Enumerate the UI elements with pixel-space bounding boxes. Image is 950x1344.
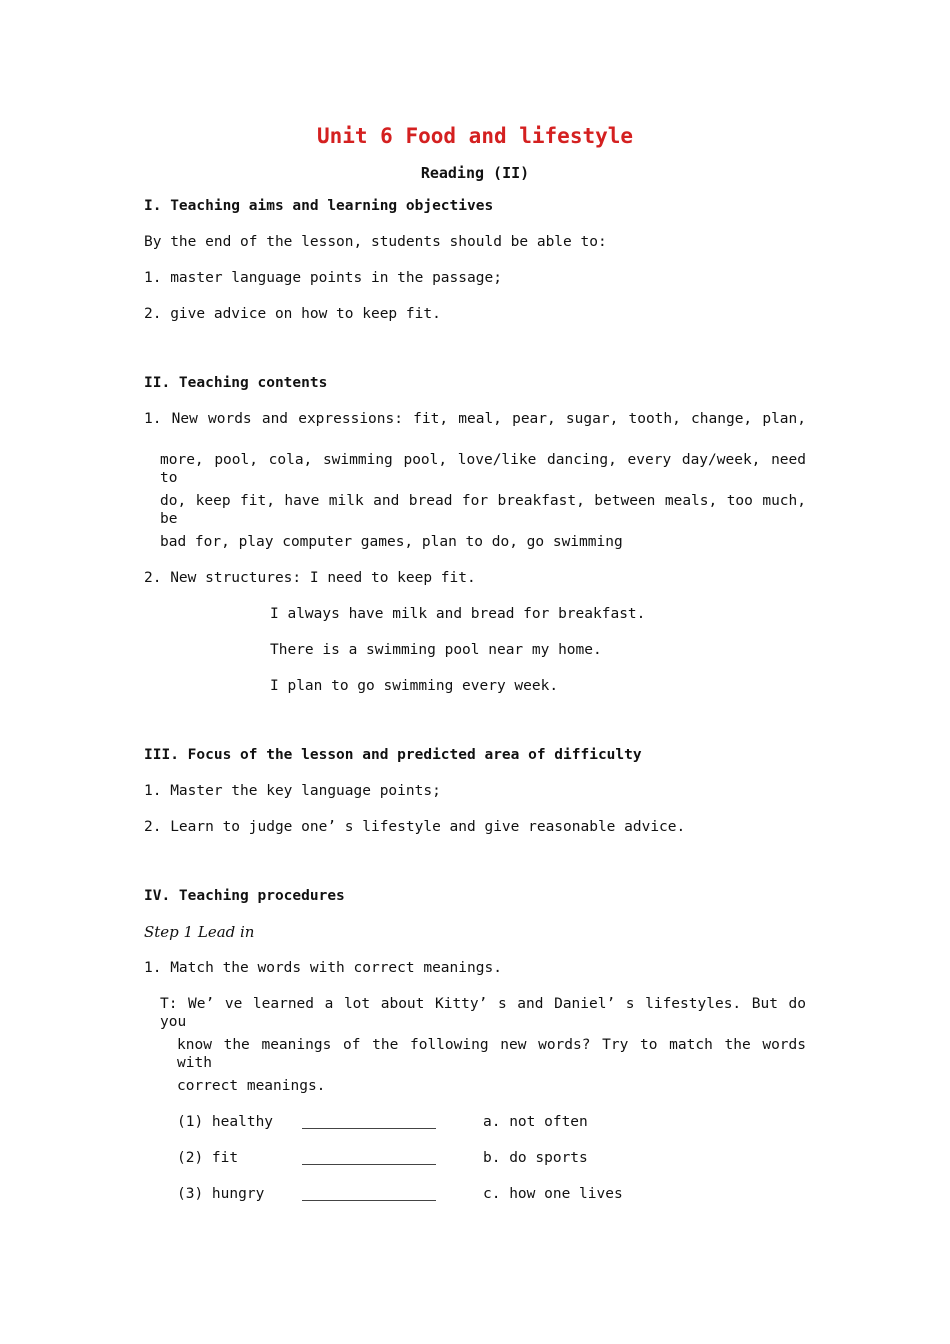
structure-3: I plan to go swimming every week. xyxy=(270,678,559,694)
match-word-2: (2) fit xyxy=(177,1150,239,1166)
section-heading-contents: II. Teaching contents xyxy=(144,375,328,391)
words-line-1: 1. New words and expressions: fit, meal, pear, sugar, tooth, change, plan, xyxy=(144,411,806,427)
section-heading-aims: I. Teaching aims and learning objectives xyxy=(144,198,494,214)
words-line-3: do, keep fit, have milk and bread for breakfast, between meals, too much, be xyxy=(160,493,806,527)
match-meaning-3: c. how one lives xyxy=(483,1186,623,1202)
aims-item-1: 1. master language points in the passage; xyxy=(144,270,502,286)
match-blank-1[interactable] xyxy=(302,1114,436,1134)
focus-item-1: 1. Master the key language points; xyxy=(144,783,441,799)
teacher-line-3: correct meanings. xyxy=(177,1078,326,1094)
task-line: 1. Match the words with correct meanings. xyxy=(144,960,502,976)
section-heading-focus: III. Focus of the lesson and predicted area of difficulty xyxy=(144,747,642,763)
section-heading-procedures: IV. Teaching procedures xyxy=(144,888,345,904)
aims-item-2: 2. give advice on how to keep fit. xyxy=(144,306,441,322)
teacher-line-2: know the meanings of the following new words? Try to match the words with xyxy=(177,1037,806,1071)
structure-1: I always have milk and bread for breakfast. xyxy=(270,606,646,622)
structure-2: There is a swimming pool near my home. xyxy=(270,642,602,658)
step-title: Step 1 Lead in xyxy=(144,923,255,941)
teacher-line-1: T: We’ ve learned a lot about Kitty’ s and Daniel’ s lifestyles. But do you xyxy=(160,996,806,1030)
page-title: Unit 6 Food and lifestyle xyxy=(316,124,634,148)
match-blank-3[interactable] xyxy=(302,1186,436,1206)
match-meaning-2: b. do sports xyxy=(483,1150,588,1166)
match-blank-2[interactable] xyxy=(302,1150,436,1170)
match-word-3: (3) hungry xyxy=(177,1186,265,1202)
match-meaning-1: a. not often xyxy=(483,1114,588,1130)
aims-intro: By the end of the lesson, students should be able to: xyxy=(144,234,607,250)
structures-label: 2. New structures: I need to keep fit. xyxy=(144,570,476,586)
match-word-1: (1) healthy xyxy=(177,1114,274,1130)
words-line-4: bad for, play computer games, plan to do, go swimming xyxy=(160,534,623,550)
focus-item-2: 2. Learn to judge one’ s lifestyle and give reasonable advice. xyxy=(144,819,686,835)
page-subtitle: Reading (II) xyxy=(420,164,530,182)
words-line-2: more, pool, cola, swimming pool, love/like dancing, every day/week, need to xyxy=(160,452,806,486)
